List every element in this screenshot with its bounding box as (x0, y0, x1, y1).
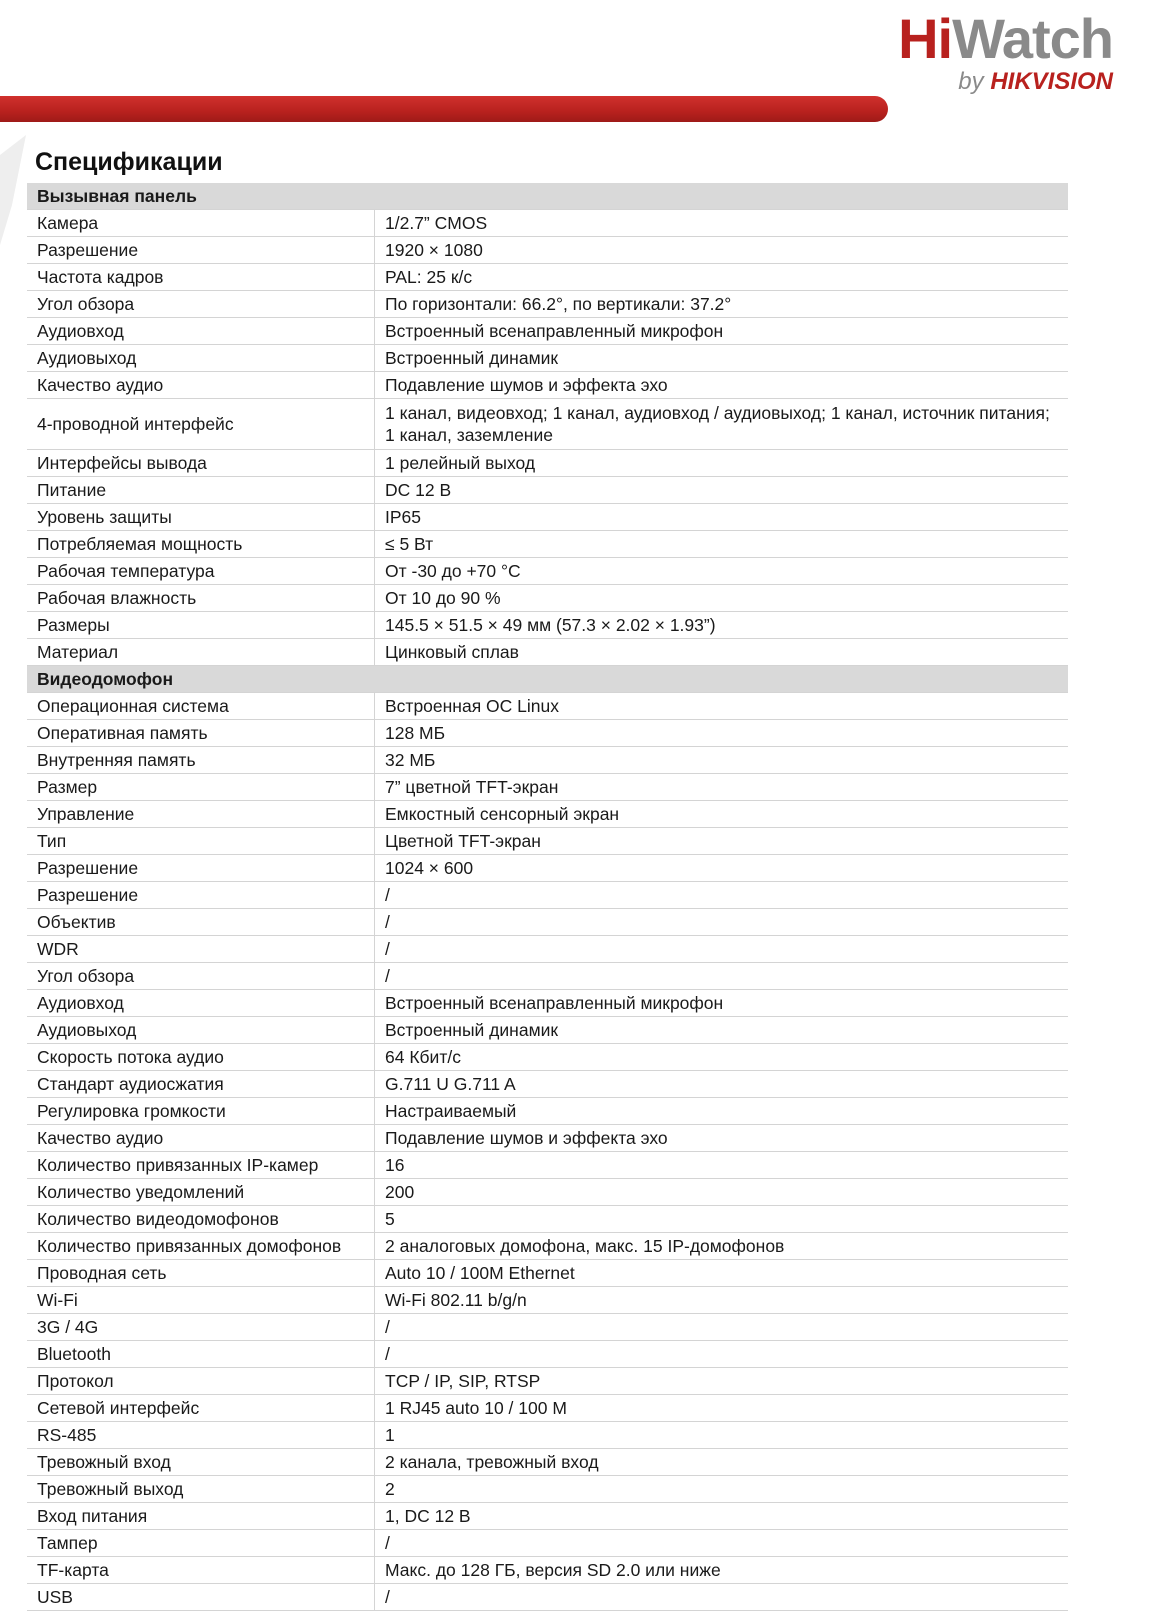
param-value: 145.5 × 51.5 × 49 мм (57.3 × 2.02 × 1.93”) (375, 612, 1069, 639)
table-row (27, 720, 1068, 747)
table-row (27, 1044, 1068, 1071)
param-name: Угол обзора (27, 291, 375, 318)
table-row (27, 1584, 1068, 1611)
param-value: Цветной TFT-экран (375, 828, 1069, 855)
param-value: 1920 × 1080 (375, 237, 1069, 264)
param-value: По горизонтали: 66.2°, по вертикали: 37.2° (375, 291, 1069, 318)
param-name: USB (27, 1584, 375, 1611)
param-name: Уровень защиты (27, 504, 375, 531)
param-name: 3G / 4G (27, 1314, 375, 1341)
param-value: Макс. до 128 ГБ, версия SD 2.0 или ниже (375, 1557, 1069, 1584)
param-name: Качество аудио (27, 372, 375, 399)
param-value: Встроенный всенаправленный микрофон (375, 990, 1069, 1017)
param-name: Операционная система (27, 693, 375, 720)
param-name: Количество видеодомофонов (27, 1206, 375, 1233)
table-row (27, 1341, 1068, 1368)
param-name: Аудиовыход (27, 345, 375, 372)
param-name: Угол обзора (27, 963, 375, 990)
table-row (27, 345, 1068, 372)
param-name: Стандарт аудиосжатия (27, 1071, 375, 1098)
table-row (27, 693, 1068, 720)
section-title: Видеодомофон (27, 666, 1068, 693)
table-row (27, 990, 1068, 1017)
param-value: 1 релейный выход (375, 450, 1069, 477)
param-name: Частота кадров (27, 264, 375, 291)
param-name: Аудиовход (27, 318, 375, 345)
table-row (27, 1125, 1068, 1152)
decorative-corner-shape (0, 135, 30, 255)
logo-brand: HIKVISION (990, 68, 1113, 95)
param-value: Встроенный всенаправленный микрофон (375, 318, 1069, 345)
param-name: Материал (27, 639, 375, 666)
param-value: Встроенная ОС Linux (375, 693, 1069, 720)
table-row (27, 909, 1068, 936)
table-row (27, 450, 1068, 477)
param-value: Емкостный сенсорный экран (375, 801, 1069, 828)
table-row (27, 747, 1068, 774)
hiwatch-logo (898, 8, 1113, 96)
param-value: От -30 до +70 °С (375, 558, 1069, 585)
param-value: 1 RJ45 auto 10 / 100 M (375, 1395, 1069, 1422)
param-value: 5 (375, 1206, 1069, 1233)
param-value: 2 (375, 1476, 1069, 1503)
table-row (27, 1530, 1068, 1557)
param-name: Wi-Fi (27, 1287, 375, 1314)
param-value: Подавление шумов и эффекта эхо (375, 1125, 1069, 1152)
param-value: 2 канала, тревожный вход (375, 1449, 1069, 1476)
param-value: 2 аналоговых домофона, макс. 15 IP-домофонов (375, 1233, 1069, 1260)
param-value: 1 (375, 1422, 1069, 1449)
param-value: Цинковый сплав (375, 639, 1069, 666)
logo-by: by (958, 68, 991, 95)
table-row (27, 1071, 1068, 1098)
section-header-row (27, 183, 1068, 210)
param-value: ≤ 5 Вт (375, 531, 1069, 558)
table-row (27, 291, 1068, 318)
page-header (0, 0, 1153, 130)
param-name: Камера (27, 210, 375, 237)
table-row (27, 1260, 1068, 1287)
table-row (27, 1314, 1068, 1341)
param-name: Внутренняя память (27, 747, 375, 774)
param-name: Регулировка громкости (27, 1098, 375, 1125)
table-row (27, 1476, 1068, 1503)
param-name: Тампер (27, 1530, 375, 1557)
table-row (27, 1503, 1068, 1530)
table-row (27, 882, 1068, 909)
param-name: Качество аудио (27, 1125, 375, 1152)
param-name: Тревожный выход (27, 1476, 375, 1503)
table-row (27, 1287, 1068, 1314)
table-row (27, 1206, 1068, 1233)
param-name: Рабочая влажность (27, 585, 375, 612)
table-row (27, 210, 1068, 237)
table-row (27, 504, 1068, 531)
table-row (27, 1422, 1068, 1449)
param-name: Оперативная память (27, 720, 375, 747)
table-row (27, 585, 1068, 612)
param-name: Разрешение (27, 882, 375, 909)
param-value: 16 (375, 1152, 1069, 1179)
param-name: Аудиовход (27, 990, 375, 1017)
param-name: Тип (27, 828, 375, 855)
table-row (27, 1017, 1068, 1044)
table-row (27, 1098, 1068, 1125)
param-value: / (375, 1530, 1069, 1557)
param-name: Вход питания (27, 1503, 375, 1530)
param-name: Количество привязанных IP-камер (27, 1152, 375, 1179)
param-value: 1024 × 600 (375, 855, 1069, 882)
param-name: Скорость потока аудио (27, 1044, 375, 1071)
param-name: Размер (27, 774, 375, 801)
param-value: Auto 10 / 100M Ethernet (375, 1260, 1069, 1287)
param-name: Количество привязанных домофонов (27, 1233, 375, 1260)
param-value: 200 (375, 1179, 1069, 1206)
table-row (27, 399, 1068, 450)
table-row (27, 237, 1068, 264)
param-name: Размеры (27, 612, 375, 639)
param-name: 4-проводной интерфейс (27, 399, 375, 450)
table-row (27, 1449, 1068, 1476)
table-row (27, 1395, 1068, 1422)
param-value: 128 МБ (375, 720, 1069, 747)
table-row (27, 612, 1068, 639)
param-name: Разрешение (27, 855, 375, 882)
table-row (27, 639, 1068, 666)
table-row (27, 855, 1068, 882)
param-value: / (375, 882, 1069, 909)
table-row (27, 1179, 1068, 1206)
param-name: Аудиовыход (27, 1017, 375, 1044)
param-name: Интерфейсы вывода (27, 450, 375, 477)
param-name: WDR (27, 936, 375, 963)
param-name: Разрешение (27, 237, 375, 264)
logo-hi: Hi (898, 7, 953, 70)
table-row (27, 774, 1068, 801)
param-name: Тревожный вход (27, 1449, 375, 1476)
param-value: / (375, 1584, 1069, 1611)
section-title: Вызывная панель (27, 183, 1068, 210)
table-row (27, 558, 1068, 585)
table-row (27, 318, 1068, 345)
table-row (27, 372, 1068, 399)
table-row (27, 1152, 1068, 1179)
section-header-row (27, 666, 1068, 693)
table-row (27, 936, 1068, 963)
param-value: Wi-Fi 802.11 b/g/n (375, 1287, 1069, 1314)
param-name: TF-карта (27, 1557, 375, 1584)
param-value: Подавление шумов и эффекта эхо (375, 372, 1069, 399)
param-value: Настраиваемый (375, 1098, 1069, 1125)
param-value: PAL: 25 к/с (375, 264, 1069, 291)
param-name: RS-485 (27, 1422, 375, 1449)
table-row (27, 531, 1068, 558)
logo-wordmark (898, 8, 1113, 70)
param-value: / (375, 1314, 1069, 1341)
param-value: От 10 до 90 % (375, 585, 1069, 612)
table-row (27, 828, 1068, 855)
table-row (27, 801, 1068, 828)
param-name: Рабочая температура (27, 558, 375, 585)
spec-table (27, 183, 1068, 1611)
param-value: 1 канал, видеовход; 1 канал, аудиовход / аудиовыход; 1 канал, источник питания; 1 канал, заземление (375, 399, 1069, 450)
param-value: / (375, 936, 1069, 963)
header-red-bar (0, 96, 888, 122)
param-value: Встроенный динамик (375, 1017, 1069, 1044)
table-row (27, 264, 1068, 291)
param-value: 1/2.7” CMOS (375, 210, 1069, 237)
table-row (27, 1557, 1068, 1584)
page-title: Спецификации (35, 148, 223, 176)
param-name: Питание (27, 477, 375, 504)
table-row (27, 1368, 1068, 1395)
param-name: Сетевой интерфейс (27, 1395, 375, 1422)
param-name: Проводная сеть (27, 1260, 375, 1287)
param-name: Объектив (27, 909, 375, 936)
table-row (27, 963, 1068, 990)
param-value: DC 12 В (375, 477, 1069, 504)
table-row (27, 1233, 1068, 1260)
param-value: G.711 U G.711 A (375, 1071, 1069, 1098)
param-name: Потребляемая мощность (27, 531, 375, 558)
param-name: Управление (27, 801, 375, 828)
spec-table-body (27, 183, 1068, 1611)
param-value: Встроенный динамик (375, 345, 1069, 372)
param-value: / (375, 963, 1069, 990)
table-row (27, 477, 1068, 504)
param-name: Протокол (27, 1368, 375, 1395)
param-value: IP65 (375, 504, 1069, 531)
param-value: 7” цветной TFT-экран (375, 774, 1069, 801)
param-value: / (375, 909, 1069, 936)
param-value: TCP / IP, SIP, RTSP (375, 1368, 1069, 1395)
param-value: 1, DC 12 В (375, 1503, 1069, 1530)
param-name: Bluetooth (27, 1341, 375, 1368)
param-name: Количество уведомлений (27, 1179, 375, 1206)
logo-watch: Watch (952, 7, 1113, 70)
param-value: 32 МБ (375, 747, 1069, 774)
logo-byline (898, 68, 1113, 96)
param-value: 64 Кбит/с (375, 1044, 1069, 1071)
param-value: / (375, 1341, 1069, 1368)
